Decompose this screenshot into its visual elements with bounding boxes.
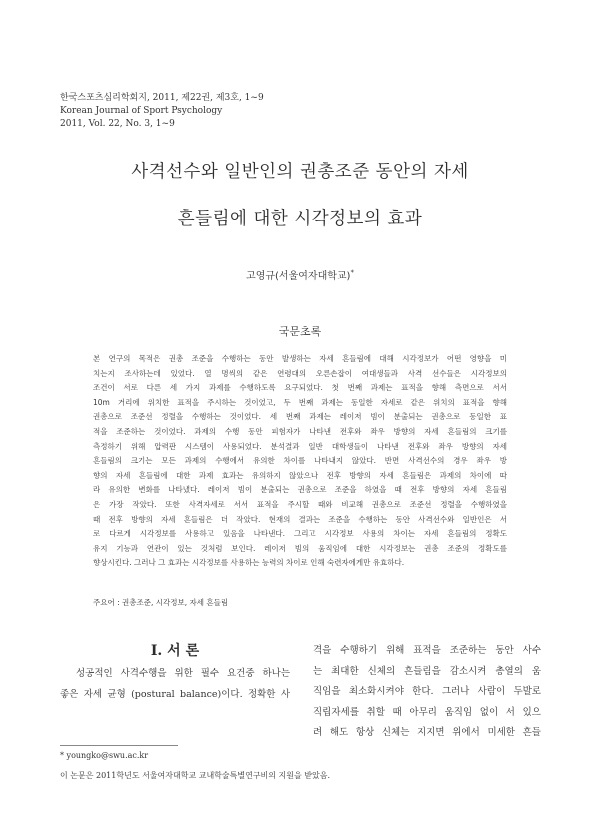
abstract-line: 본 연구의 목적은 권총 조준을 수행하는 동안 발생하는 자세 흔들림에 대해 시각정보가 어떤 영향을 미 bbox=[93, 354, 507, 363]
abstract-line: 은 가장 작았다. 또한 사격자세로 서서 표적을 주시할 때와 비교해 권총으로 조준선 정렬을 수행하였을 bbox=[93, 499, 507, 509]
footnote-email: * youngko@swu.ac.kr bbox=[60, 751, 149, 760]
abstract-line: 라 유의한 변화를 나타냈다. 레이저 빔이 분출되는 권총으로 조준을 하였을 때 전후 방향의 자세 흔들림 bbox=[93, 485, 507, 495]
abstract-line: 유지 기능과 연관이 있는 것처럼 보인다. 레이저 빔의 움직임에 대한 시각정보는 권총 조준의 정확도를 bbox=[93, 543, 507, 553]
abstract-line: 때 전후 방향의 자세 흔들림은 더 작았다. 현재의 결과는 조준을 수행하는 동안 사격선수와 일반인은 서 bbox=[93, 514, 507, 524]
author-mark: * bbox=[350, 268, 354, 277]
author-name: 고영규(서울여자대학교) bbox=[246, 271, 351, 282]
body-line: 성공적인 사격수행을 위한 필수 요건중 하나는 bbox=[76, 668, 290, 679]
abstract-line: 치는지 조사하는데 있었다. 열 명씩의 같은 연령대의 오른손잡이 여대생들과 사격 선수들은 시각정보의 bbox=[93, 368, 507, 378]
abstract-line: 10m 거리에 위치한 표적을 주시하는 것이었고, 두 번째 과제는 동일한 자세로 같은 위치의 표적을 향해 bbox=[93, 397, 507, 407]
abstract-line: 로 다르게 시각정보를 사용하고 있음을 나타낸다. 그리고 시각정보 사용의 차이는 자세 흔들림의 정확도 bbox=[93, 529, 507, 539]
body-line: 는 최대한 신체의 흔들림을 감소시켜 총열의 움 bbox=[313, 665, 541, 677]
body-line: 격을 수행하기 위해 표적을 조준하는 동안 사수 bbox=[313, 645, 541, 656]
body-line: 직립자세를 취할 때 아무리 움직임 없이 서 있으 bbox=[313, 706, 541, 718]
abstract-line: 향상시킨다. 그러나 그 효과는 시각정보를 사용하는 능력의 차이로 인해 숙련자에게만 유효하다. bbox=[93, 558, 405, 568]
journal-info-english: Korean Journal of Sport Psychology bbox=[60, 106, 223, 116]
journal-info-korean: 한국스포츠심리학회지, 2011, 제22권, 제3호, 1~9 bbox=[60, 93, 264, 103]
abstract-body bbox=[93, 352, 507, 571]
abstract-line: 흔들림의 크기는 모든 과제의 수행에서 유의한 차이를 나타내지 않았다. 반면 사격선수의 경우 좌우 방 bbox=[93, 456, 507, 466]
body-column-right bbox=[313, 641, 541, 744]
paper-title-line-2: 흔들림에 대한 시각정보의 효과 bbox=[177, 209, 423, 229]
body-line: 려 해도 항상 신체는 지지면 위에서 미세한 흔들 bbox=[313, 727, 541, 738]
keywords: 주요어 : 권총조준, 시각정보, 자세 흔들림 bbox=[93, 598, 229, 607]
abstract-line: 권총으로 조준선 정렬을 수행하는 것이었다. 세 번째 과제는 레이저 빔이 분출되는 권총으로 동일한 표 bbox=[93, 412, 507, 422]
abstract-line: 적을 조준하는 것이었다. 과제의 수행 동안 피험자가 나타낸 전후와 좌우 방향의 자세 흔들림의 크기를 bbox=[93, 426, 507, 436]
footnote-divider bbox=[60, 745, 178, 746]
journal-info-volume: 2011, Vol. 22, No. 3, 1~9 bbox=[60, 119, 175, 129]
journal-info bbox=[60, 92, 264, 131]
body-column-left bbox=[60, 664, 290, 705]
abstract-heading: 국문초록 bbox=[278, 325, 322, 338]
body-line: 좋은 자세 균형 (postural balance)이다. 정확한 사 bbox=[60, 688, 290, 700]
abstract-line: 향의 자세 흔들림에 대한 과제 효과는 유의하지 않았으나 전후 방향의 자세 흔들림은 과제의 차이에 따 bbox=[93, 470, 507, 480]
paper-title-line-1: 사격선수와 일반인의 권총조준 동안의 자세 bbox=[131, 162, 469, 182]
footnote-funding: 이 논문은 2011학년도 서울여자대학교 교내학술특별연구비의 지원을 받았음. bbox=[60, 771, 330, 780]
author bbox=[0, 267, 600, 282]
section-heading-introduction: I. 서 론 bbox=[150, 643, 200, 659]
body-line: 직임을 최소화시켜야 한다. 그러나 사람이 두발로 bbox=[313, 686, 541, 697]
abstract-line: 조건이 서로 다른 세 가지 과제를 수행하도록 요구되었다. 첫 번째 과제는 표적을 향해 측면으로 서서 bbox=[93, 383, 507, 393]
abstract-line: 측정하기 위해 압력판 시스템이 사용되었다. 분석결과 일반 대학생들이 나타낸 전후와 좌우 방향의 자세 bbox=[93, 441, 507, 451]
